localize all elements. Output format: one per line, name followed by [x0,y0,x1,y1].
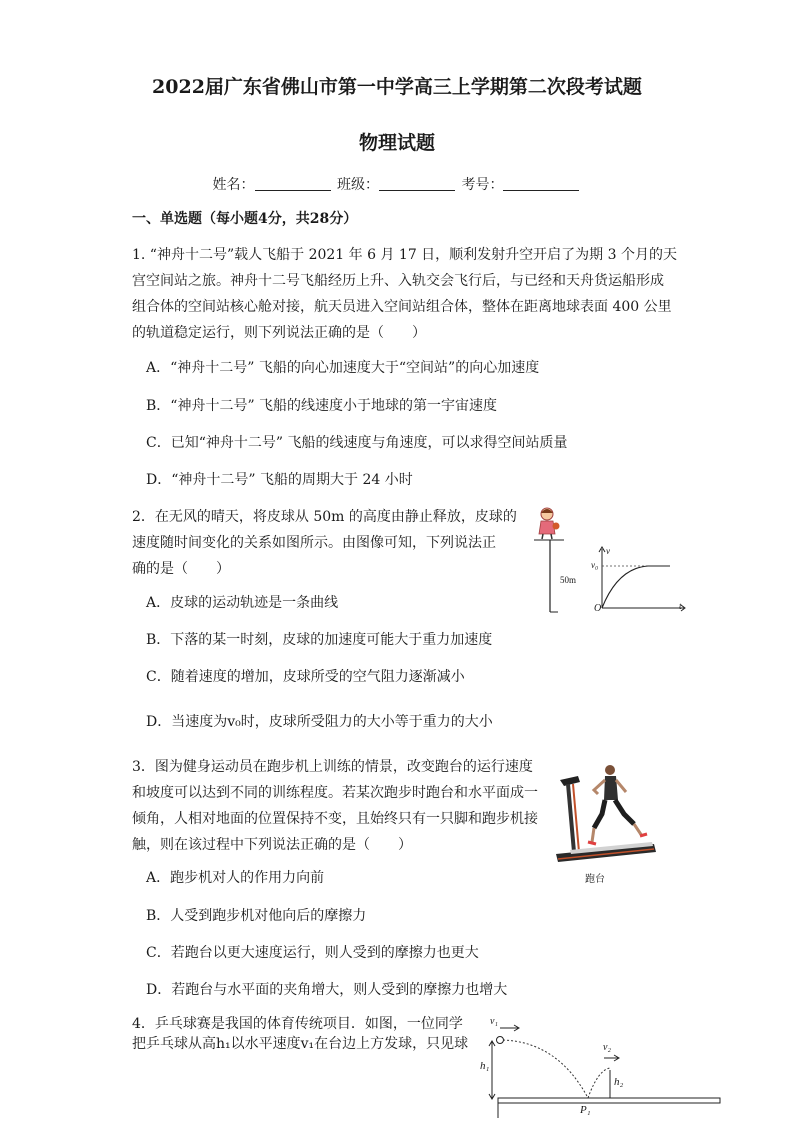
section-title: 一、单选题（每小题4分，共28分） [132,211,358,227]
h1-label: h₁ [480,1060,490,1072]
q3-option-a: A．跑步机对人的作用力向前 [146,870,325,886]
question-line: 2．在无风的晴天，将皮球从 50m 的高度由静止释放，皮球的 [132,509,517,525]
number-blank [503,176,579,191]
q2-option-c: C．随着速度的增加，皮球所受的空气阻力逐渐减小 [146,669,465,685]
trajectory-2 [588,1068,610,1098]
ball-icon [497,1037,504,1044]
q1-option-d: D．“神舟十二号” 飞船的周期大于 24 小时 [146,472,413,488]
q1-option-a: A．“神舟十二号” 飞船的向心加速度大于“空间站”的向心加速度 [146,360,540,376]
class-blank [379,176,455,191]
runner-icon [588,765,647,844]
class-label: 班级： [337,177,379,193]
question-line: 宫空间站之旅。神舟十二号飞船经历上升、入轨交会飞行后，与已经和天舟货运船形成 [132,273,664,289]
q3-option-d: D．若跑台与水平面的夹角增大，则人受到的摩擦力也增大 [146,982,508,998]
question-line: 的轨道稳定运行，则下列说法正确的是（ ） [132,325,426,341]
treadmill-caption: 跑台 [585,874,605,885]
q2-option-b: B．下落的某一时刻，皮球的加速度可能大于重力加速度 [146,632,493,648]
name-label: 姓名： [212,177,255,193]
question-line: 倾角，人相对地面的位置保持不变，且始终只有一只脚和跑步机接 [132,811,538,827]
question-line: 组合体的空间站核心舱对接，航天员进入空间站组合体，整体在距离地球表面 400 公里 [132,299,672,315]
t-axis-label: t [679,601,682,611]
question-2 [132,504,517,582]
question-line: 确的是（ ） [132,561,230,577]
v2-label: v₂ [603,1042,611,1053]
h2-label: h₂ [614,1076,624,1088]
question-line: 把乒乓球从高h₁以水平速度v₁在台边上方发球，只见球 [132,1036,469,1052]
v1-label: v₁ [490,1016,498,1027]
exam-title: 2022届广东省佛山市第一中学高三上学期第二次段考试题 [152,76,642,98]
q1-option-c: C．已知“神舟十二号” 飞船的线速度与角速度，可以求得空间站质量 [146,435,568,451]
velocity-curve [602,566,670,608]
ping-pong-figure [478,1014,724,1120]
v-axis-label: v [606,546,610,556]
number-label: 考号： [461,177,504,193]
question-line: 4．乒乓球赛是我国的体育传统项目．如图，一位同学 [132,1016,463,1032]
velocity-time-graph [588,546,688,618]
question-1 [132,242,677,346]
height-label: 50m [560,575,577,585]
q3-option-c: C．若跑台以更大速度运行，则人受到的摩擦力也更大 [146,945,479,961]
exam-subtitle: 物理试题 [358,132,435,154]
q1-option-b: B．“神舟十二号” 飞船的线速度小于地球的第一宇宙速度 [146,398,498,414]
q3-option-b: B．人受到跑步机对他向后的摩擦力 [146,908,367,924]
question-line: 3．图为健身运动员在跑步机上训练的情景，改变跑台的运行速度 [132,759,533,775]
question-line: 和坡度可以达到不同的训练程度。若某次跑步时跑台和水平面成一 [132,785,538,801]
question-line: 1. “神舟十二号”载人飞船于 2021 年 6 月 17 日，顺利发射升空开启了为期 3 个月的天 [132,247,677,263]
trajectory-1 [503,1040,588,1098]
student-info-row [0,174,794,194]
q2-option-a: A．皮球的运动轨迹是一条曲线 [146,595,339,611]
question-line: 触，则在该过程中下列说法正确的是（ ） [132,837,412,853]
question-line: 速度随时间变化的关系如图所示。由图像可知，下列说法正 [132,535,496,551]
treadmill-figure [550,762,660,866]
origin-label: O [594,603,602,614]
v0-label: v₀ [591,560,599,570]
ball-drop-figure [528,504,568,616]
table-surface [498,1098,720,1103]
q2-option-d: D．当速度为v₀时，皮球所受阻力的大小等于重力的大小 [146,714,493,730]
girl-icon [539,508,560,539]
name-blank [255,176,331,191]
question-4 [132,1014,468,1054]
p1-label: P₁ [580,1104,591,1116]
question-3 [132,754,538,858]
